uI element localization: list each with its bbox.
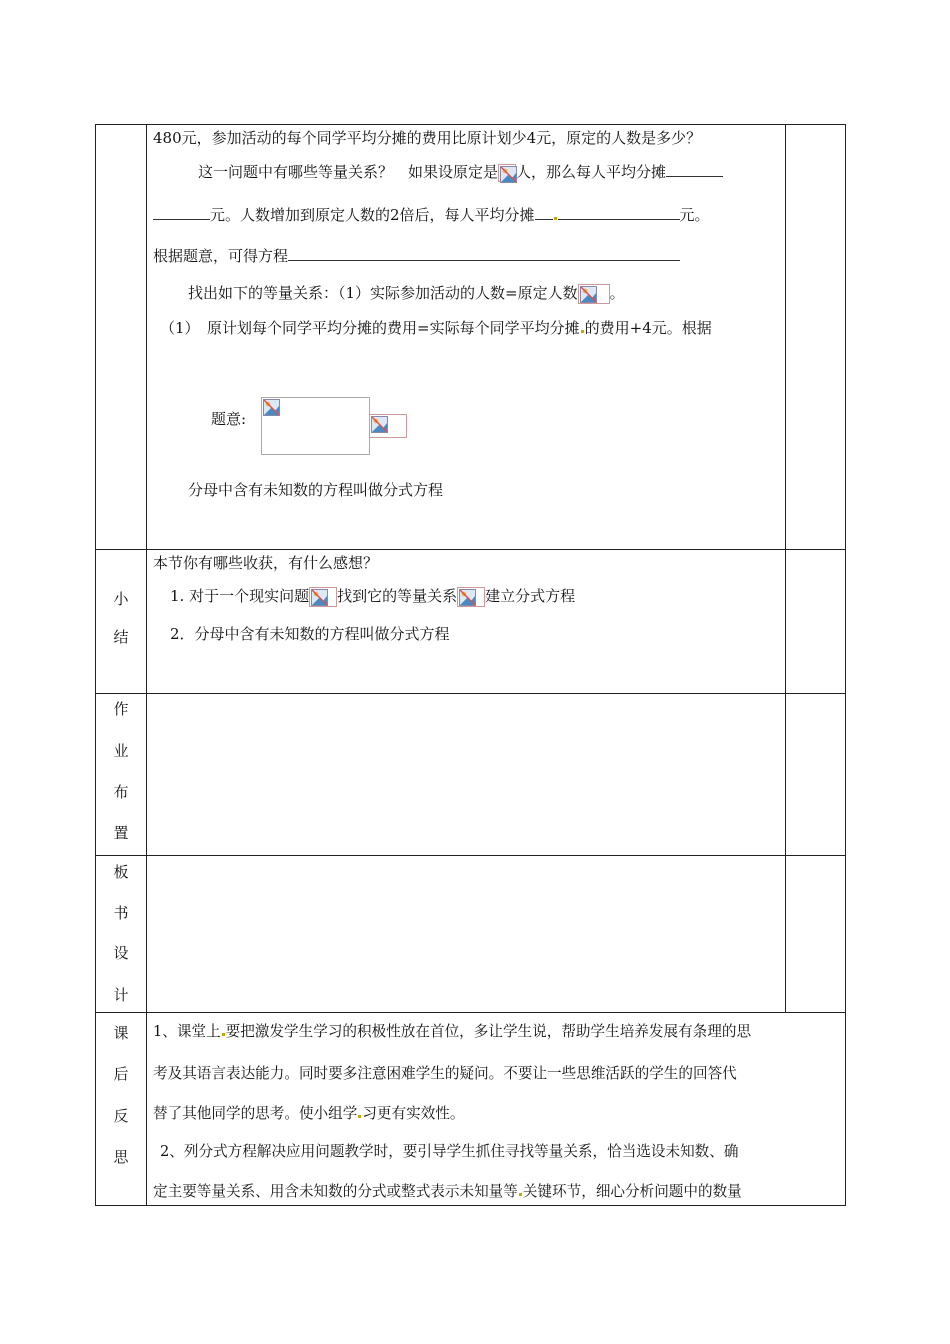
answer-blank[interactable] xyxy=(535,205,553,220)
label-char: 置 xyxy=(113,824,129,842)
text-segment: 这一问题中有哪些等量关系？ 如果设原定是 xyxy=(198,163,499,181)
broken-image-icon xyxy=(261,397,370,455)
broken-image-icon xyxy=(457,587,485,607)
problem-line-4 xyxy=(153,246,680,266)
summary-item-1 xyxy=(170,586,575,607)
answer-blank[interactable] xyxy=(666,162,723,177)
homework-label xyxy=(96,694,146,855)
problem-line-2 xyxy=(198,162,723,182)
text-segment: 要把激发学生学习的积极性放在首位，多让学生说，帮助学生培养发展有条理的思 xyxy=(225,1023,752,1040)
text-segment: 找出如下的等量关系：（1）实际参加活动的人数=原定人数 xyxy=(188,284,578,302)
broken-image-icon xyxy=(498,164,516,182)
marker-dot xyxy=(519,1193,522,1196)
label-char: 计 xyxy=(113,986,129,1004)
row-divider-2 xyxy=(95,693,846,694)
marker-dot xyxy=(554,217,557,220)
text-segment: 根据题意，可得方程 xyxy=(153,247,289,265)
summary-item-2: 2．分母中含有未知数的方程叫做分式方程 xyxy=(170,625,450,643)
col-divider-left xyxy=(146,124,147,1206)
label-char: 反 xyxy=(113,1107,129,1125)
label-char: 小 xyxy=(113,590,129,608)
text-segment: 习更有实效性。 xyxy=(362,1105,465,1122)
label-char: 思 xyxy=(113,1148,129,1166)
label-char: 布 xyxy=(113,783,129,801)
answer-blank[interactable] xyxy=(153,205,210,220)
label-char: 后 xyxy=(113,1065,129,1083)
text-segment: 替了其他同学的思考。使小组学 xyxy=(153,1105,358,1122)
text-segment: 1、课堂上 xyxy=(153,1023,221,1040)
problem-line-3 xyxy=(153,205,710,225)
problem-line-8: 分母中含有未知数的方程叫做分式方程 xyxy=(188,481,444,499)
board-design-label xyxy=(96,856,146,1012)
reflection-p1-line3 xyxy=(153,1104,465,1124)
text-segment: 定主要等量关系、用含未知数的分式或整式表示未知量等 xyxy=(153,1183,518,1200)
summary-question: 本节你有哪些收获，有什么感想？ xyxy=(153,554,379,572)
col-divider-right xyxy=(785,124,786,1012)
answer-blank[interactable] xyxy=(558,205,680,220)
text-segment: 找到它的等量关系 xyxy=(337,587,458,605)
broken-image-icon xyxy=(309,587,337,607)
broken-image-icon xyxy=(578,284,610,304)
text-segment: 。 xyxy=(609,284,625,302)
text-segment: （1） 原计划每个同学平均分摊的费用=实际每个同学平均分摊 xyxy=(160,319,580,337)
label-char: 设 xyxy=(113,944,129,962)
reflection-p2-line2 xyxy=(153,1182,742,1202)
text-segment: 关键环节，细心分析问题中的数量 xyxy=(522,1183,742,1200)
label-char: 结 xyxy=(113,628,129,646)
label-char: 书 xyxy=(113,904,129,922)
text-segment: 元。人数增加到原定人数的2倍后，每人平均分摊 xyxy=(210,206,535,224)
problem-line-6 xyxy=(160,318,712,338)
row-divider-3 xyxy=(95,855,846,856)
reflection-label xyxy=(96,1013,146,1206)
problem-line-1: 480元，参加活动的每个同学平均分摊的费用比原计划少4元，原定的人数是多少？ xyxy=(153,129,702,147)
reflection-p2-line1: 2、列分式方程解决应用问题教学时，要引导学生抓住寻找等量关系，恰当选设未知数、确 xyxy=(160,1143,739,1160)
text-segment: 的费用+4元。根据 xyxy=(584,319,712,337)
label-char: 课 xyxy=(113,1024,129,1042)
row-divider-4 xyxy=(95,1012,846,1013)
label-char: 作 xyxy=(113,700,129,718)
row-divider-1 xyxy=(95,549,846,550)
text-segment: 人，那么每人平均分摊 xyxy=(516,163,667,181)
reflection-p1-line2: 考及其语言表达能力。同时要多注意困难学生的疑问。不要让一些思维活跃的学生的回答代 xyxy=(153,1065,737,1082)
marker-dot xyxy=(222,1033,225,1036)
marker-dot xyxy=(581,330,584,333)
marker-dot xyxy=(358,1115,361,1118)
summary-label xyxy=(96,550,146,693)
problem-line-5 xyxy=(188,283,625,304)
text-segment: 1. 对于一个现实问题 xyxy=(170,587,310,605)
problem-line-7: 题意: xyxy=(211,410,247,428)
broken-image-icon xyxy=(369,414,407,438)
text-segment: 建立分式方程 xyxy=(485,587,576,605)
text-segment: 元。 xyxy=(679,206,710,224)
equation-blank[interactable] xyxy=(288,246,680,261)
label-char: 业 xyxy=(113,742,129,760)
reflection-p1-line1 xyxy=(153,1022,751,1042)
label-char: 板 xyxy=(113,863,129,881)
